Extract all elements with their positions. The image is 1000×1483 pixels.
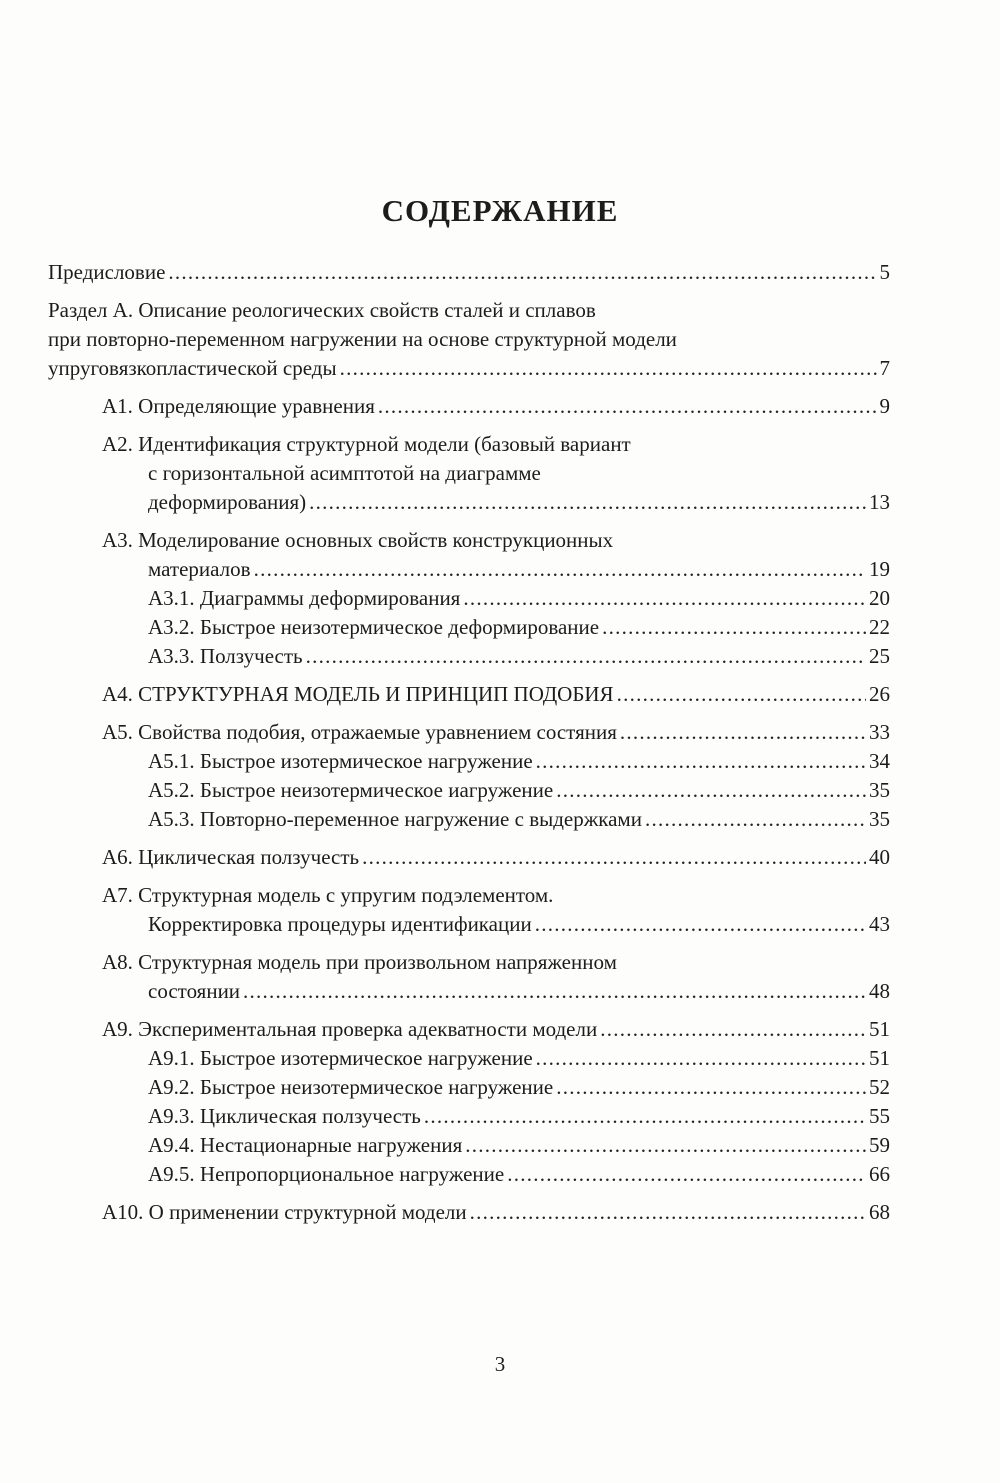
toc-entry-title-line: деформирования) [148,490,307,514]
toc-page-number: 13 [869,490,890,514]
toc-entry-title: Предисловие [48,260,166,284]
toc-entry-a10 [48,1198,890,1227]
table-of-contents [48,258,890,1227]
dot-leader [617,680,866,709]
dot-leader [507,1160,866,1189]
toc-page-number: 19 [869,557,890,581]
toc-entry-a3-2 [48,613,890,642]
toc-entry-a8 [48,948,890,1006]
toc-entry-title: А5. Свойства подобия, отражаемые уравнением состяния [102,720,617,744]
toc-page-number: 9 [879,394,890,418]
toc-entry-a5-3 [48,805,890,834]
dot-leader [243,977,866,1006]
toc-page-number: 7 [879,356,890,380]
toc-entry-a5 [48,718,890,747]
toc-entry-title-line: с горизонтальной асимптотой на диаграмме [148,461,541,485]
toc-entry-a5-1 [48,747,890,776]
toc-entry-a5-2 [48,776,890,805]
toc-entry-title: А3.1. Диаграммы деформирования [148,586,461,610]
toc-page-number: 51 [869,1046,890,1070]
dot-leader [340,354,877,383]
toc-entry-a4 [48,680,890,709]
toc-entry-a3 [48,526,890,584]
dot-leader [254,555,866,584]
toc-page-number: 68 [869,1200,890,1224]
dot-leader [362,843,866,872]
toc-entry-title: А9.5. Непропорциональное нагружение [148,1162,505,1186]
dot-leader [536,747,866,776]
toc-page-number: 51 [869,1017,890,1041]
toc-page-number: 34 [869,749,890,773]
toc-page-number: 52 [869,1075,890,1099]
toc-entry-title: А3.3. Ползучесть [148,644,303,668]
toc-entry-a7 [48,881,890,939]
toc-entry-title-line: А3. Моделирование основных свойств конструкционных [102,528,614,552]
toc-entry-title: А9.2. Быстрое неизотермическое нагружение [148,1075,554,1099]
toc-entry-a2 [48,430,890,517]
toc-page-number: 5 [879,260,890,284]
toc-entry-title-line: А8. Структурная модель при произвольном напряженном [102,950,617,974]
toc-page-number: 35 [869,778,890,802]
dot-leader [536,1044,866,1073]
toc-entry-title-line: при повторно-переменном нагружении на основе структурной модели [48,327,677,351]
toc-entry-title: А9. Экспериментальная проверка адекватности модели [102,1017,598,1041]
toc-entry-a6 [48,843,890,872]
toc-entry-title: А1. Определяющие уравнения [102,394,375,418]
toc-entry-title-line: материалов [148,557,251,581]
dot-leader [602,613,866,642]
toc-page-number: 25 [869,644,890,668]
toc-entry-a9-1 [48,1044,890,1073]
dot-leader [168,258,876,287]
toc-entry-a3-1 [48,584,890,613]
toc-page-number: 22 [869,615,890,639]
dot-leader [470,1198,866,1227]
toc-entry-title: А5.1. Быстрое изотермическое нагружение [148,749,533,773]
dot-leader [378,392,877,421]
toc-entry-title-line: состоянии [148,979,241,1003]
dot-leader [556,776,866,805]
dot-leader [463,584,866,613]
toc-entry-a3-3 [48,642,890,671]
dot-leader [620,718,866,747]
toc-page-number: 35 [869,807,890,831]
toc-entry-title-line: Корректировка процедуры идентификации [148,912,532,936]
toc-entry-title-line: А2. Идентификация структурной модели (базовый вариант [102,432,631,456]
toc-entry-title: А9.4. Нестационарные нагружения [148,1133,463,1157]
toc-entry-a9 [48,1015,890,1044]
toc-page-number: 66 [869,1162,890,1186]
toc-entry-title-line: упруговязкопластической среды [48,356,337,380]
toc-page-number: 48 [869,979,890,1003]
page-title: СОДЕРЖАНИЕ [381,193,619,228]
toc-entry-a9-4 [48,1131,890,1160]
toc-entry-title: А3.2. Быстрое неизотермическое деформирование [148,615,600,639]
dot-leader [556,1073,866,1102]
toc-entry-title: А10. О применении структурной модели [102,1200,467,1224]
dot-leader [645,805,866,834]
toc-entry-a9-2 [48,1073,890,1102]
toc-page-number: 33 [869,720,890,744]
dot-leader [600,1015,866,1044]
toc-entry-title-line: А7. Структурная модель с упругим подэлементом. [102,883,554,907]
toc-entry-title: А6. Циклическая ползучесть [102,845,360,869]
toc-entry-title: А5.3. Повторно-переменное нагружение с выдержками [148,807,642,831]
page-number: 3 [494,1352,506,1376]
toc-page-number: 59 [869,1133,890,1157]
toc-entry-section-a [48,296,890,383]
toc-page-number: 43 [869,912,890,936]
toc-entry-title-line: Раздел А. Описание реологических свойств сталей и сплавов [48,298,596,322]
toc-page-number: 26 [869,682,890,706]
toc-entry-title: А4. СТРУКТУРНАЯ МОДЕЛЬ И ПРИНЦИП ПОДОБИЯ [102,682,614,706]
toc-page-number: 20 [869,586,890,610]
dot-leader [424,1102,866,1131]
toc-entry-title: А9.1. Быстрое изотермическое нагружение [148,1046,533,1070]
toc-page-number: 55 [869,1104,890,1128]
dot-leader [309,488,866,517]
dot-leader [306,642,866,671]
toc-entry-a1 [48,392,890,421]
toc-entry-a9-3 [48,1102,890,1131]
toc-page-number: 40 [869,845,890,869]
dot-leader [465,1131,866,1160]
toc-entry-title: А5.2. Быстрое неизотермическое иагружение [148,778,554,802]
toc-entry-a9-5 [48,1160,890,1189]
dot-leader [535,910,866,939]
toc-entry-preface [48,258,890,287]
toc-entry-title: А9.3. Циклическая ползучесть [148,1104,421,1128]
